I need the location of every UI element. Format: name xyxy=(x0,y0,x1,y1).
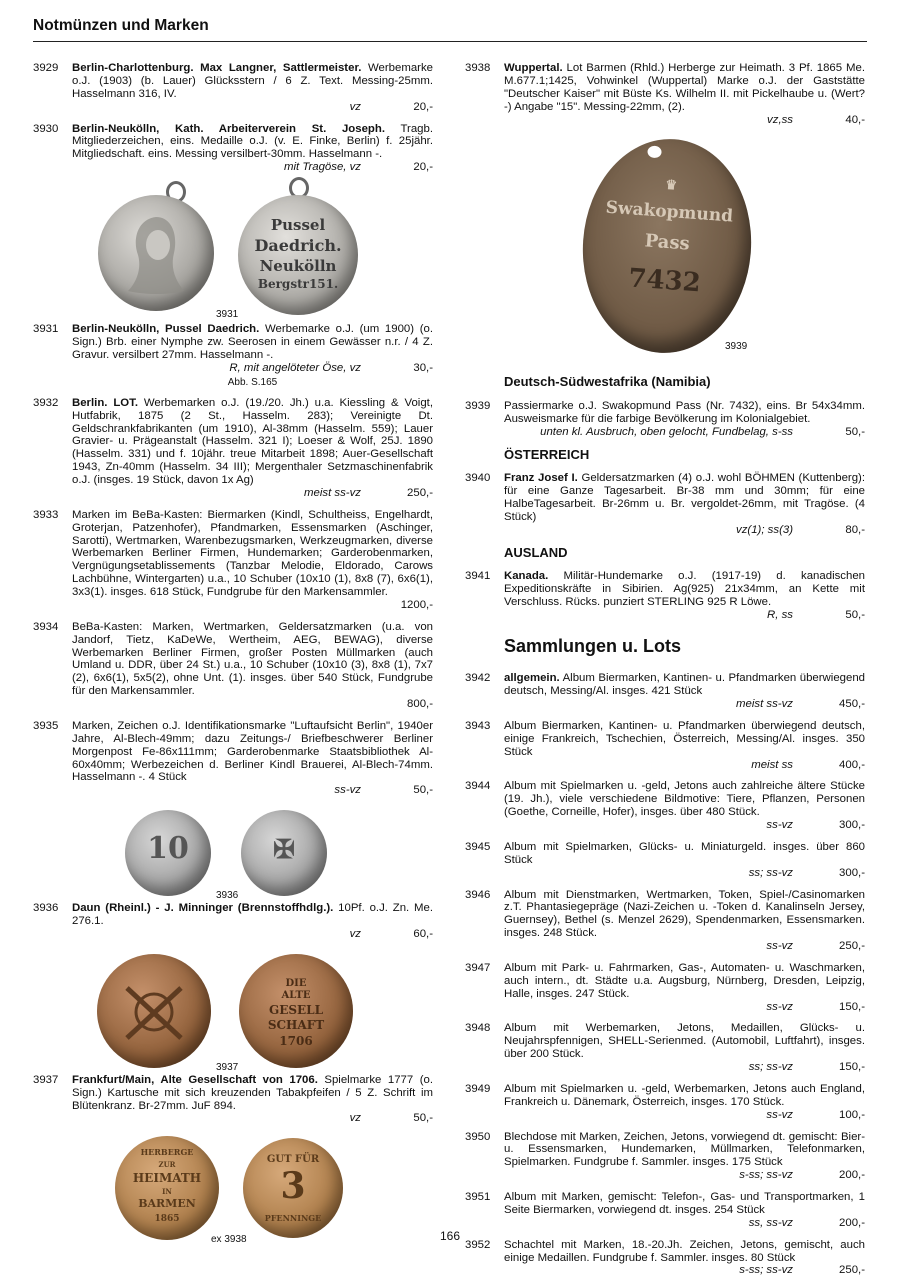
coin-text-line: BARMEN xyxy=(138,1197,196,1211)
coin-text-line: Bergstr151. xyxy=(257,277,339,291)
swakopmund-pass-tag xyxy=(576,134,759,359)
lot-3945 xyxy=(465,841,865,880)
lot-3934 xyxy=(33,621,433,711)
lot-grade: vz xyxy=(349,1112,361,1125)
lot-price: 20,- xyxy=(413,161,433,174)
lot-number: 3935 xyxy=(33,719,59,732)
lot-body: Spielmarke 1777 (o. Sign.) Kartusche mit sich kreuzenden Tabakpfeifen / 5 Z. Schrift im Blütenkranz. Br-27mm. JuF 894. xyxy=(72,1073,433,1112)
lot-number: 3943 xyxy=(465,719,491,732)
lot-number: 3947 xyxy=(465,961,491,974)
lot-3930 xyxy=(33,123,433,175)
lot-text xyxy=(72,1074,433,1113)
left-column xyxy=(33,62,433,1246)
lot-3942 xyxy=(465,672,865,711)
lot-price: 250,- xyxy=(839,1264,865,1277)
lot-3931 xyxy=(33,323,433,388)
lot-text xyxy=(72,397,433,487)
lot-grade: ss, ss-vz xyxy=(748,1216,793,1229)
lot-number: 3950 xyxy=(465,1130,491,1143)
coin-text-line: 1706 xyxy=(279,1033,313,1048)
lot-3939 xyxy=(465,400,865,439)
coin-text-line: Daedrich. xyxy=(254,236,342,255)
lot-text xyxy=(504,841,865,867)
lot-3952 xyxy=(465,1239,865,1278)
lot-grade: R, mit angelöteter Öse, vz xyxy=(229,361,361,374)
lot-body: Geldersatzmarken (4) o.J. wohl BÖHMEN (Kuttenberg): für eine Ganze Tagesarbeit. Br-38 mm und 30mm; für eine HalbeTagesarbeit. Br-26mm u. Br. vergoldet-26mm, mit Tragöse. (4 Stück) xyxy=(504,472,866,523)
lot-price: 400,- xyxy=(839,758,865,771)
coin-text-line: IN xyxy=(162,1187,172,1197)
lot-grade: unten kl. Ausbruch, oben gelocht, Fundbelag, s-ss xyxy=(540,425,793,438)
lot-price: 50,- xyxy=(845,609,865,622)
page-title: Notmünzen und Marken xyxy=(33,17,209,34)
lot-text xyxy=(504,1083,865,1109)
lot-price: 800,- xyxy=(407,698,433,711)
lot-grade: meist ss xyxy=(751,758,793,771)
lot-title: Frankfurt/Main, Alte Gesellschaft von 1706. xyxy=(72,1073,318,1086)
lot-number: 3932 xyxy=(33,396,59,409)
lot-text xyxy=(504,780,865,819)
lot-body: Marken, Zeichen o.J. Identifikationsmarke "Luftaufsicht Berlin", 1940er Jahre, Al-Blech-49mm; dazu Zeitungs-/ Briefbeschwerer Berliner Morgenpost Fe-86x111mm; Garderobenmarke Staatsbibliothek Al-60x40mm; Werbezeichen d. Berliner Kindl Brauerei, Al-Blech-74mm. Hasselmann -. 4 Stück xyxy=(72,719,433,784)
lot-title: Franz Josef I. xyxy=(504,472,578,485)
coin-value: 10 xyxy=(147,831,189,867)
lot-number: 3931 xyxy=(33,323,59,335)
zinc-token-reverse xyxy=(241,810,327,896)
lot-price: 250,- xyxy=(407,486,433,499)
lot-price: 300,- xyxy=(839,866,865,879)
page-number: 166 xyxy=(439,1229,461,1243)
lot-number: 3942 xyxy=(465,672,491,685)
lot-grade: vz xyxy=(349,100,361,113)
lot-text xyxy=(72,62,433,101)
section-heading-ausland: AUSLAND xyxy=(504,544,568,560)
lot-number: 3941 xyxy=(465,570,491,583)
lot-text xyxy=(504,570,865,609)
lot-number: 3934 xyxy=(33,620,59,633)
section-heading-dsw: Deutsch-Südwestafrika (Namibia) xyxy=(504,374,711,390)
tag-text: Swakopmund xyxy=(605,198,734,227)
lot-3949 xyxy=(465,1083,865,1122)
lot-number: 3949 xyxy=(465,1082,491,1095)
photo-caption: 3939 xyxy=(725,341,748,353)
lot-text xyxy=(72,323,433,362)
lot-3932 xyxy=(33,397,433,500)
coin-text-line: SCHAFT xyxy=(267,1017,325,1032)
photo-3937 xyxy=(33,950,433,1073)
lot-title: Wuppertal. xyxy=(504,62,563,74)
lot-body: Album Biermarken, Kantinen- u. Pfandmarken überwiegend deutsch, Messing/Al. insges. 421 Stück xyxy=(504,672,865,698)
lot-number: 3929 xyxy=(33,62,59,74)
lot-text xyxy=(72,902,433,928)
lot-title: allgemein. xyxy=(504,672,560,685)
lot-text xyxy=(504,472,865,524)
lot-3943 xyxy=(465,720,865,772)
crossed-pipes-icon xyxy=(97,954,211,1068)
lot-body: BeBa-Kasten: Marken, Wertmarken, Geldersatzmarken (u.a. von Jandorf, Tietz, KaDeWe, Wertheim, AEG, BEWAG), diverse Werbemarken Berliner Firmen, großer Posten Müllmarken (auch Umland u. DDR, über 24 St.) u.a., 10 Schuber (10x10 (3), 8x8 (1), 7x7 (2), 6x6(1), 5x5(2), ohne Unt. (1). insges. über 540 Stück, Fundgrube für den Markensammler. xyxy=(72,620,433,698)
lot-title: Berlin-Charlottenburg. Max Langner, Sattlermeister. xyxy=(72,62,362,74)
lot-3933 xyxy=(33,509,433,612)
lot-number: 3938 xyxy=(465,62,491,74)
section-heading-collections: Sammlungen u. Lots xyxy=(504,635,682,656)
photo-caption: 3936 xyxy=(216,890,239,902)
lot-text xyxy=(72,621,433,698)
lot-body: Album Biermarken, Kantinen- u. Pfandmarken überwiegend deutsch, einige Frankreich, Tschechien, Österreich, Messing/Al. insges. 350 Stück xyxy=(504,719,865,758)
zinc-token-obverse xyxy=(125,810,211,896)
lot-number: 3944 xyxy=(465,780,491,793)
lot-grade: ss-vz xyxy=(766,819,793,832)
photo-caption: 3931 xyxy=(216,309,239,320)
lot-number: 3952 xyxy=(465,1238,491,1251)
lot-body: Album mit Dienstmarken, Wertmarken, Token, Spiel-/Casinomarken z.T. Phantasiegepräge (Nazi-Zeichen u. -Token d. Kanalinseln Jersey, Guernsey), Bethel (s. Menzel 2629), Spendenmarken, Essensmarken. insges. 248 Stück. xyxy=(504,888,865,940)
lot-3951 xyxy=(465,1191,865,1230)
punch-hole xyxy=(647,146,662,159)
figure-reference: Abb. S.165 xyxy=(227,376,278,388)
coin-text-line: ALTE xyxy=(281,989,311,1001)
nymph-portrait-icon xyxy=(98,195,214,311)
lot-body: Lot Barmen (Rhld.) Herberge zur Heimath. 3 Pf. 1865 Me. M.677.1;1425, Vohwinkel (Wuppertal) Marke o.J. der Gaststätte "Deutscher Kaiser" mit Büste Ks. Wilhelm II. mit Pickelhaube u. (Wert?-) Angabe "15". Messing-22mm, (2). xyxy=(504,62,865,113)
lot-3940 xyxy=(465,472,865,536)
lot-body: Werbemarken o.J. (19./20. Jh.) u.a. Kiessling & Voigt, Hutfabrik, 1875 (2 St., Hasselm. 283); Vereinigte Dt. Geldschrankfabrikanten (um 1910), Al-38mm (Hasselm. 559); Lauer Gravier- u. Prägeanstalt (Hasselm. 321 I); Loeser & Wolf, 25J. 1890 (Hasselm. 331) und f. 10jähr. treue Mitarbeit 1898; Auer-Gesellschaft 1943, Zn-40mm (Hasselm. 34 III); Mergenthaler Setzmaschinenfabrik o.J. (insges. 19 Stück, davon 1x Ag) xyxy=(72,396,433,487)
lot-text xyxy=(504,62,865,114)
photo-3939 xyxy=(465,135,865,367)
lot-grade: meist ss-vz xyxy=(736,698,793,711)
lot-3941 xyxy=(465,570,865,622)
lot-body: Schachtel mit Marken, 18.-20.Jh. Zeichen, Jetons, gemischt, auch einige Medaillen. Fundgrube f. Sammler. insges. 80 Stück xyxy=(504,1238,865,1264)
photo-3931 xyxy=(33,183,433,323)
lot-text xyxy=(504,1191,865,1217)
lot-3929 xyxy=(33,62,433,114)
lot-title: Berlin-Neukölln, Kath. Arbeiterverein St. Joseph. xyxy=(72,122,385,135)
lot-number: 3939 xyxy=(465,400,491,413)
lot-3950 xyxy=(465,1131,865,1183)
lot-price: 200,- xyxy=(839,1169,865,1182)
cross-icon: ✠ xyxy=(273,835,295,866)
lot-3937 xyxy=(33,1074,433,1126)
lot-grade: vz xyxy=(349,927,361,940)
lot-3935 xyxy=(33,720,433,797)
header-rule xyxy=(33,41,867,42)
lot-body: 10Pf. o.J. Zn. Me. 276.1. xyxy=(72,902,433,928)
lot-number: 3951 xyxy=(465,1191,491,1204)
lot-price: 1200,- xyxy=(400,598,433,611)
lot-body: Passiermarke o.J. Swakopmund Pass (Nr. 7432), eins. Br 54x34mm. Ausweismarke für die farbige Bevölkerung im Kolonialgebiet. xyxy=(504,400,865,425)
lot-price: 450,- xyxy=(839,698,865,711)
lot-body: Blechdose mit Marken, Zeichen, Jetons, vorwiegend dt. gemischt: Bier- u. Essensmarken, Hundemarken, Müllmarken, Telefonmarken, Spielmarken. Fundgrube f. Sammler. insges. 175 Stück xyxy=(504,1130,865,1169)
lot-text xyxy=(72,123,433,162)
coin-text-line: GUT FÜR xyxy=(266,1154,320,1166)
lot-price: 100,- xyxy=(839,1108,865,1121)
lot-grade: ss; ss-vz xyxy=(748,866,793,879)
lot-number: 3946 xyxy=(465,888,491,901)
lot-price: 40,- xyxy=(845,113,865,126)
tag-text: Pass xyxy=(644,230,691,255)
lot-number: 3940 xyxy=(465,472,491,485)
lot-3948 xyxy=(465,1022,865,1074)
right-column xyxy=(465,62,865,1286)
lot-grade: R, ss xyxy=(767,609,793,622)
bronze-game-token-reverse xyxy=(239,954,353,1068)
coin-text-line: Pussel xyxy=(270,216,326,234)
lot-title: Berlin. LOT. xyxy=(72,396,138,409)
crown-icon: ♛ xyxy=(664,178,678,194)
lot-price: 150,- xyxy=(839,1061,865,1074)
lot-body: Werbemarke o.J. (1903) (b. Lauer) Glücksstern / 6 Z. Text. Messing-25mm. Hasselmann 316, IV. xyxy=(72,62,434,100)
lot-body: Marken im BeBa-Kasten: Biermarken (Kindl, Schultheiss, Engelhardt, Groterjan, Patzenhofer), Pfandmarken, Essensmarken (Aschinger, Sarotti), Wertmarken, Warenbezugsmarken, Werkzeugmarken, diverse Werbemarken Berliner Firmen, Hundemarken; Garderobenmarken, Vergnügungsetablissements (Tanzbar Melodie, Eldorado, Carows Lachbühne, Wintergarten) u.a., 10 Schuber (10x10 (1), 8x8 (7), 6x6(1), 3x3(1). insges. 618 Stück, Fundgrube für den Markensammler. xyxy=(72,508,433,599)
lot-3936 xyxy=(33,902,433,941)
lot-body: Album mit Park- u. Fahrmarken, Gas-, Automaten- u. Waschmarken, auch intern., dt. Städte u.a. Augsburg, Nürnberg, Dresden, Leipzig, Halle, insges. 247 Stück. xyxy=(504,961,865,1000)
lot-body: Werbemarke o.J. (um 1900) (o. Sign.) Brb. einer Nymphe zw. Seerosen in einem Gewässer n.r. / 4 Z. Gravur. versilbert 27mm. Hasselmann -. xyxy=(72,323,433,361)
lot-body: Album mit Spielmarken, Glücks- u. Miniaturgeld. insges. über 860 Stück xyxy=(504,840,865,866)
lot-3944 xyxy=(465,780,865,832)
brass-token-reverse xyxy=(243,1138,343,1238)
lot-3946 xyxy=(465,889,865,953)
lot-grade: meist ss-vz xyxy=(304,486,361,499)
daedrich-medal-reverse xyxy=(238,195,358,315)
lot-grade: ss-vz xyxy=(334,784,361,797)
lot-text xyxy=(72,509,433,599)
lot-grade: ss-vz xyxy=(766,1108,793,1121)
lot-price: 300,- xyxy=(839,819,865,832)
lot-price: 200,- xyxy=(839,1216,865,1229)
lot-grade: ss-vz xyxy=(766,1000,793,1013)
lot-price: 30,- xyxy=(413,361,433,374)
lot-text xyxy=(504,720,865,759)
lot-number: 3948 xyxy=(465,1022,491,1035)
lot-text xyxy=(504,672,865,698)
lot-grade: vz,ss xyxy=(767,113,793,126)
coin-text-line: HEIMATH xyxy=(132,1171,202,1186)
lot-price: 250,- xyxy=(839,940,865,953)
lot-body: Album mit Werbemarken, Jetons, Medaillen, Glücks- u. Neujahrspfennigen, SHELL-Serienmed. (Automobil, Luftfahrt), insges. über 200 Stück. xyxy=(504,1022,865,1061)
coin-value: 3 xyxy=(280,1165,306,1208)
lot-text xyxy=(504,889,865,941)
lot-price: 50,- xyxy=(413,784,433,797)
lot-grade: s-ss; ss-vz xyxy=(739,1169,793,1182)
lot-title: Daun (Rheinl.) - J. Minninger (Brennstoffhdlg.). xyxy=(72,902,334,915)
lot-3947 xyxy=(465,962,865,1014)
lot-grade: mit Tragöse, vz xyxy=(283,161,361,174)
lot-price: 20,- xyxy=(413,100,433,113)
lot-number: 3930 xyxy=(33,122,59,135)
lot-body: Album mit Spielmarken u. -geld, Werbemarken, Jetons auch England, Frankreich u. Dänemark, Österreich, insges. 170 Stück. xyxy=(504,1082,865,1108)
lot-title: Berlin-Neukölln, Pussel Daedrich. xyxy=(72,323,260,335)
lot-body: Militär-Hundemarke o.J. (1917-19) d. kanadischen Expeditionskräfte in Sibirien. Ag(925) 21x34mm, an Kette mit Verschluss. Rücks. punziert STERLING 925 R Löwe. xyxy=(504,570,865,609)
coin-text-line: HERBERGE xyxy=(140,1147,194,1158)
section-heading-austria: ÖSTERREICH xyxy=(504,446,590,462)
lot-body: Tragb. Mitgliederzeichen, eins. Medaille o.J. (v. E. Finke, Berlin) f. 25jähr. Mitgliedschaft. eins. Messing versilbert-30mm. Hasselmann -. xyxy=(72,122,433,161)
coin-text-line: Neukölln xyxy=(259,257,337,275)
lot-price: 60,- xyxy=(413,927,433,940)
coin-text-line: GESELL xyxy=(268,1002,324,1017)
coin-text-line: PFENNINGE xyxy=(264,1213,322,1224)
lot-grade xyxy=(84,698,361,711)
lot-body: Album mit Spielmarken u. -geld, Jetons auch zahlreiche ältere Stücke (19. Jh.), viele verschiedene Bildmotive: Tiere, Pflanzen, Personen (Goethe, Corneille, Hofer), insges. über 480 Stück. xyxy=(504,780,865,819)
lot-title: Kanada. xyxy=(504,570,549,583)
lot-grade: vz(1); ss(3) xyxy=(736,523,793,536)
photo-caption: ex 3938 xyxy=(211,1234,247,1246)
lot-body: Album mit Marken, gemischt: Telefon-, Gas- und Transportmarken, 1 Seite Biermarken, vorwiegend dt. insges. 254 Stück xyxy=(504,1191,865,1216)
lot-grade xyxy=(84,599,361,612)
bronze-game-token-obverse xyxy=(97,954,211,1068)
lot-price: 50,- xyxy=(845,425,865,438)
nymph-medal-obverse xyxy=(98,195,214,311)
lot-text xyxy=(72,720,433,784)
lot-text xyxy=(504,400,865,426)
coin-text-line: ZUR xyxy=(158,1160,176,1170)
brass-token-obverse xyxy=(115,1136,219,1240)
lot-price: 50,- xyxy=(413,1112,433,1125)
lot-number: 3937 xyxy=(33,1073,59,1086)
lot-price: 150,- xyxy=(839,1000,865,1013)
photo-caption: 3937 xyxy=(216,1061,239,1073)
lot-number: 3945 xyxy=(465,840,491,853)
coin-text-line: 1865 xyxy=(154,1214,180,1225)
tag-number: 7432 xyxy=(627,263,702,299)
lot-3938 xyxy=(465,62,865,126)
lot-text xyxy=(504,962,865,1001)
lot-grade: ss-vz xyxy=(766,940,793,953)
collection-lot-list xyxy=(465,672,865,1277)
coin-text-line: DIE xyxy=(285,977,307,989)
lot-text xyxy=(504,1131,865,1170)
lot-text xyxy=(504,1022,865,1061)
lot-price: 80,- xyxy=(845,523,865,536)
photo-3936 xyxy=(33,806,433,902)
lot-grade: ss; ss-vz xyxy=(748,1061,793,1074)
lot-number: 3936 xyxy=(33,902,59,915)
lot-grade: s-ss; ss-vz xyxy=(739,1264,793,1277)
lot-number: 3933 xyxy=(33,508,59,521)
